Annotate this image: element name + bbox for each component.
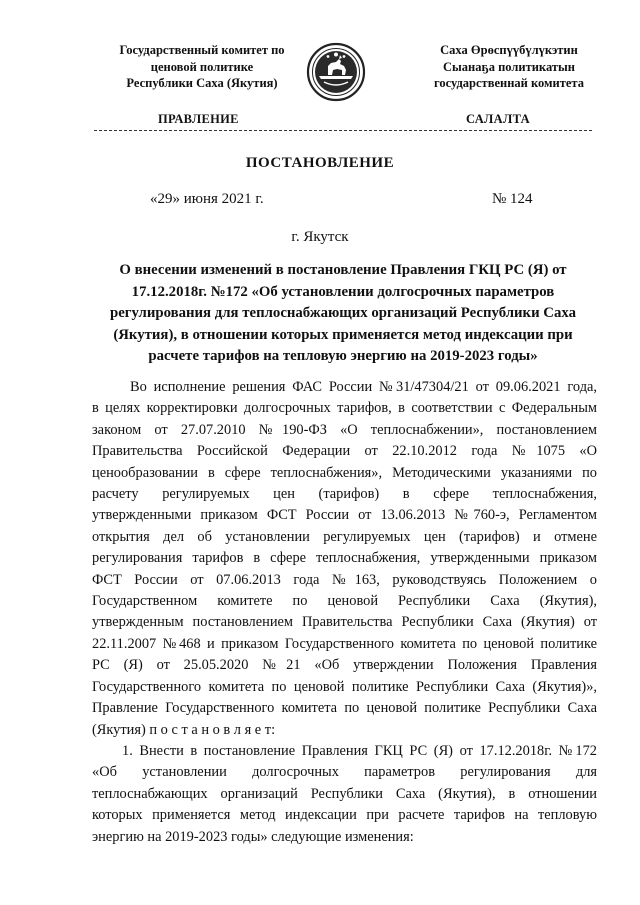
body-line: в целях корректировки долгосрочных тарифов, в соответствии с Федеральным (92, 400, 597, 417)
body-line: Во исполнение решения ФАС России №31/47304/21 от 09.06.2021 года, (130, 379, 597, 395)
title-line: регулирования для теплоснабжающих организаций Республики Саха (109, 305, 576, 321)
document-type-heading: ПОСТАНОВЛЕНИЕ (245, 155, 395, 171)
body-line: открытия дел об установлении регулируемых цен (тарифов) и отмене (92, 528, 597, 545)
body-line: регулирования тарифов в сфере теплоснабжения, утвержденными приказом (92, 550, 597, 567)
header-divider (94, 130, 592, 131)
left-org-line: Республики Саха (Якутия) (126, 76, 278, 90)
body-line: «Об установлении долгосрочных параметров регулирования для (92, 764, 597, 781)
body-line: ФСТ России от 07.06.2013 года №163, руководствуясь Положением о (92, 571, 597, 588)
left-department-label: ПРАВЛЕНИЕ (158, 112, 239, 126)
document-number: № 124 (492, 191, 533, 207)
document-body (92, 377, 597, 848)
body-line: теплоснабжающих организаций Республики Саха (Якутия), в отношении (92, 785, 597, 802)
document-title (100, 260, 586, 368)
body-line: Государственного комитета по ценовой политике Республики Саха (Якутия)», (92, 678, 597, 695)
body-line: ценообразовании в сфере теплоснабжения», Методическими указаниями по (92, 464, 597, 481)
body-line: РС (Я) от 25.05.2020 №21 «Об утверждении Положения Правления (92, 657, 597, 674)
body-line: утвержденным постановлением Правительства Республики Саха (Якутия) от (92, 614, 597, 631)
left-org-line: ценовой политике (150, 59, 254, 74)
title-line: О внесении изменений в постановление Правления ГКЦ РС (Я) от (119, 262, 567, 278)
title-line: расчете тарифов на тепловую энергию на 2019-2023 годы» (148, 348, 538, 364)
body-line: Государственном комитете по ценовой Республики Саха (Якутия), (92, 593, 597, 610)
body-line: 22.11.2007 №468 и приказом Государственного комитета по ценовой политике (92, 635, 597, 652)
body-line: которых применяется метод индексации при расчете тарифов на тепловую (92, 807, 597, 824)
right-org-line: государственнай комитета (434, 76, 584, 90)
right-organization-name (396, 42, 622, 92)
title-line: 17.12.2018г. №172 «Об установлении долгосрочных параметров (131, 283, 555, 300)
body-line: энергию на 2019-2023 годы» следующие изменения: (92, 828, 414, 845)
body-line: законом от 27.07.2010 №190-ФЗ «О теплоснабжении», постановлением (92, 421, 597, 438)
title-line: (Якутия), в отношении которых применяется метод индексации при (113, 326, 573, 343)
left-org-line: Государственный комитет по (119, 43, 285, 57)
body-line: Правительства Российской Федерации от 22.10.2012 года №1075 «О (92, 443, 597, 460)
body-line: Правление Государственного комитета по ценовой политике Республики Саха (92, 700, 597, 717)
body-line: (Якутия) п о с т а н о в л я е т: (92, 721, 276, 738)
right-department-label: САЛАЛТА (466, 112, 530, 126)
body-line: расчету регулируемых цен (тарифов) в сфере теплоснабжения, (92, 486, 597, 503)
right-org-line: Саха Өрөспүүбүлүкэтин (440, 43, 578, 57)
right-org-line: Сыанаҕа политикатын (443, 59, 575, 74)
document-city: г. Якутск (291, 229, 349, 245)
body-line: утвержденными приказом ФСТ России от 13.06.2013 №760-э, Регламентом (92, 507, 597, 524)
document-date: «29» июня 2021 г. (150, 191, 264, 207)
coat-of-arms-emblem-icon (306, 42, 366, 102)
body-line: 1. Внести в постановление Правления ГКЦ РС (Я) от 17.12.2018г. №172 (122, 742, 597, 759)
left-organization-name (92, 42, 312, 92)
